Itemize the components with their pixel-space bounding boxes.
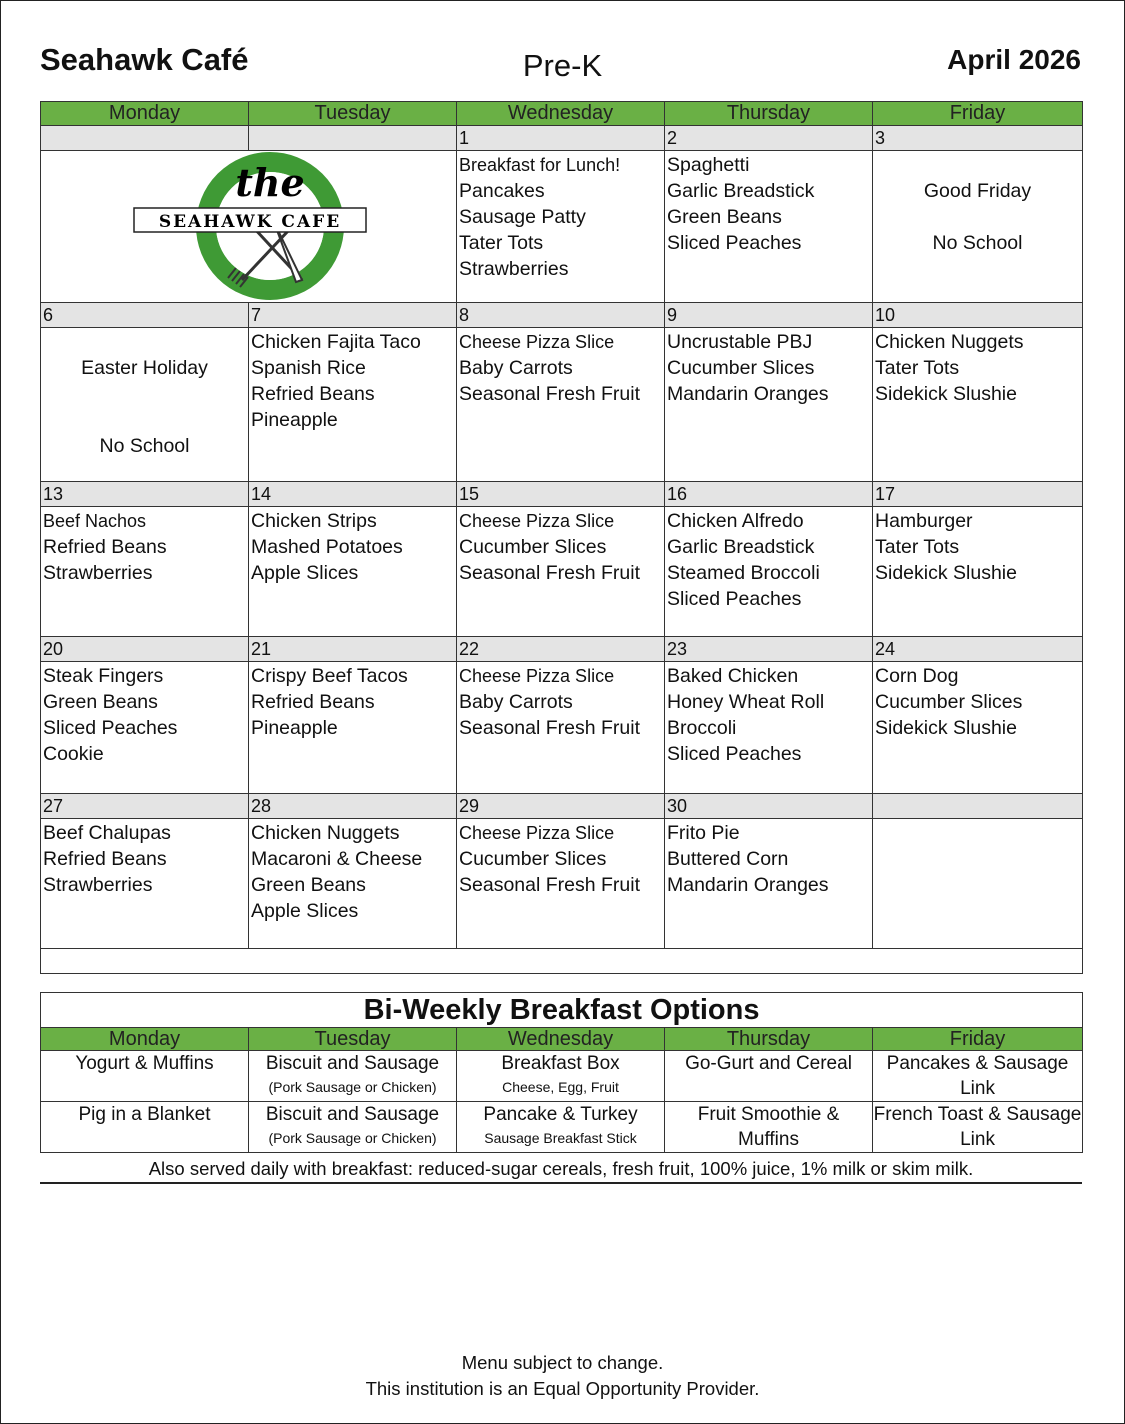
menu-cell xyxy=(665,819,873,949)
date-number: 3 xyxy=(873,126,1083,151)
date-number: 27 xyxy=(41,794,249,819)
seahawk-cafe-logo xyxy=(124,152,374,302)
menu-note: Easter Holiday xyxy=(81,357,208,379)
date-number: 21 xyxy=(249,637,457,662)
footer-change-note: Menu subject to change. xyxy=(461,1352,664,1373)
menu-item: Buttered Corn xyxy=(667,848,789,870)
menu-item: Honey Wheat Roll xyxy=(667,691,825,713)
breakfast-weekday-tuesday: Tuesday xyxy=(249,1028,457,1051)
menu-item: Tater Tots xyxy=(875,357,960,379)
breakfast-option xyxy=(41,1051,249,1102)
menu-item: Cheese Pizza Slice xyxy=(459,332,615,352)
spacer-cell xyxy=(41,949,1083,974)
menu-item: Pancakes xyxy=(459,180,545,202)
menu-item: Baby Carrots xyxy=(459,691,573,713)
breakfast-option-name: Yogurt & Muffins xyxy=(75,1053,214,1074)
menu-item: Spaghetti xyxy=(667,154,750,176)
date-number: 10 xyxy=(873,303,1083,328)
logo-text-the: the xyxy=(234,160,305,205)
menu-item: Mandarin Oranges xyxy=(667,383,829,405)
menu-item: Sliced Peaches xyxy=(667,232,802,254)
breakfast-option xyxy=(457,1102,665,1153)
date-number: 1 xyxy=(457,126,665,151)
menu-item: Baked Chicken xyxy=(667,665,799,687)
breakfast-option xyxy=(665,1051,873,1102)
menu-item: Corn Dog xyxy=(875,665,959,687)
menu-item: Refried Beans xyxy=(43,536,167,558)
menu-note xyxy=(43,407,246,433)
breakfast-weekday-wednesday: Wednesday xyxy=(457,1028,665,1051)
menu-cell xyxy=(457,507,665,637)
date-number: 30 xyxy=(665,794,873,819)
menu-item: Steamed Broccoli xyxy=(667,562,820,584)
menu-item: Chicken Fajita Taco xyxy=(251,331,421,353)
menu-item: Sidekick Slushie xyxy=(875,383,1017,405)
menu-cell xyxy=(249,507,457,637)
date-number xyxy=(41,126,249,151)
spacer-row xyxy=(41,949,1083,974)
date-number: 20 xyxy=(41,637,249,662)
menu-item: Sidekick Slushie xyxy=(875,717,1017,739)
menu-cell xyxy=(873,151,1083,303)
daily-breakfast-note: Also served daily with breakfast: reduced-sugar cereals, fresh fruit, 100% juice, 1% milk or skim milk. xyxy=(40,1158,1082,1184)
breakfast-option xyxy=(41,1102,249,1153)
breakfast-weekday-thursday: Thursday xyxy=(665,1028,873,1051)
breakfast-option-detail: Cheese, Egg, Fruit xyxy=(502,1079,619,1095)
menu-note: No School xyxy=(99,435,190,457)
menu-cell xyxy=(457,819,665,949)
menu-item: Apple Slices xyxy=(251,562,359,584)
menu-cell xyxy=(457,151,665,303)
menu-item: Tater Tots xyxy=(875,536,960,558)
menu-cell xyxy=(665,507,873,637)
menu-cell xyxy=(665,328,873,482)
breakfast-row-1 xyxy=(41,1051,1083,1102)
menu-item: Cucumber Slices xyxy=(667,357,815,379)
menu-cell xyxy=(665,151,873,303)
menu-item: Broccoli xyxy=(667,717,737,739)
menu-note xyxy=(43,381,246,407)
menu-item: Crispy Beef Tacos xyxy=(251,665,408,687)
menu-cell xyxy=(41,328,249,482)
menu-item: Pineapple xyxy=(251,409,338,431)
date-number: 8 xyxy=(457,303,665,328)
menu-item: Strawberries xyxy=(43,874,153,896)
date-number: 17 xyxy=(873,482,1083,507)
menu-item: Cucumber Slices xyxy=(875,691,1023,713)
menu-item: Sliced Peaches xyxy=(43,717,178,739)
week-3-date-row xyxy=(41,482,1083,507)
menu-note xyxy=(43,329,246,355)
breakfast-option-detail: (Pork Sausage or Chicken) xyxy=(268,1130,437,1146)
menu-cell xyxy=(873,328,1083,482)
menu-item: Refried Beans xyxy=(43,848,167,870)
menu-item: Cucumber Slices xyxy=(459,536,607,558)
menu-item: Seasonal Fresh Fruit xyxy=(459,717,640,739)
menu-item: Garlic Breadstick xyxy=(667,180,815,202)
breakfast-option xyxy=(457,1051,665,1102)
menu-cell xyxy=(873,662,1083,794)
week-1-menu-row xyxy=(41,151,1083,303)
menu-item: Cheese Pizza Slice xyxy=(459,666,615,686)
menu-item: Garlic Breadstick xyxy=(667,536,815,558)
menu-item: Breakfast for Lunch! xyxy=(459,155,621,175)
menu-cell xyxy=(873,507,1083,637)
week-4-menu-row xyxy=(41,662,1083,794)
breakfast-option-name: Pig in a Blanket xyxy=(78,1104,211,1125)
breakfast-option xyxy=(249,1051,457,1102)
school-title: Seahawk Café xyxy=(40,42,249,77)
menu-cell xyxy=(457,328,665,482)
footer xyxy=(0,1350,1125,1402)
menu-item: Spanish Rice xyxy=(251,357,366,379)
menu-item: Mashed Potatoes xyxy=(251,536,403,558)
weekday-tuesday: Tuesday xyxy=(249,102,457,126)
weekday-monday: Monday xyxy=(41,102,249,126)
grade-title: Pre-K xyxy=(522,48,603,83)
week-5-date-row xyxy=(41,794,1083,819)
breakfast-option xyxy=(249,1102,457,1153)
menu-cell xyxy=(249,819,457,949)
menu-item: Chicken Strips xyxy=(251,510,377,532)
menu-cell xyxy=(249,662,457,794)
breakfast-title: Bi-Weekly Breakfast Options xyxy=(41,993,1083,1028)
menu-item: Tater Tots xyxy=(459,232,544,254)
menu-item: Steak Fingers xyxy=(43,665,164,687)
menu-item: Seasonal Fresh Fruit xyxy=(459,562,640,584)
footer-equal-opportunity: This institution is an Equal Opportunity Provider. xyxy=(365,1378,760,1399)
breakfast-option-name: Biscuit and Sausage xyxy=(265,1053,440,1074)
menu-item: Mandarin Oranges xyxy=(667,874,829,896)
breakfast-weekday-friday: Friday xyxy=(873,1028,1083,1051)
date-number: 22 xyxy=(457,637,665,662)
menu-item: Strawberries xyxy=(459,258,569,280)
breakfast-option-detail: Sausage Breakfast Stick xyxy=(484,1130,637,1146)
logo-cell xyxy=(41,151,457,303)
date-number: 28 xyxy=(249,794,457,819)
menu-item: Uncrustable PBJ xyxy=(667,331,813,353)
menu-item: Pineapple xyxy=(251,717,338,739)
date-number: 2 xyxy=(665,126,873,151)
breakfast-option-name: Pancakes & Sausage Link xyxy=(886,1053,1069,1099)
week-1-date-row xyxy=(41,126,1083,151)
menu-item: Refried Beans xyxy=(251,691,375,713)
breakfast-option-name: French Toast & Sausage Link xyxy=(873,1104,1082,1150)
breakfast-options-table xyxy=(40,992,1083,1153)
weekday-friday: Friday xyxy=(873,102,1083,126)
menu-item: Sliced Peaches xyxy=(667,743,802,765)
menu-item: Sliced Peaches xyxy=(667,588,802,610)
menu-item: Apple Slices xyxy=(251,900,359,922)
date-number: 13 xyxy=(41,482,249,507)
date-number: 7 xyxy=(249,303,457,328)
lunch-calendar xyxy=(40,101,1083,974)
menu-item: Sidekick Slushie xyxy=(875,562,1017,584)
week-5-menu-row xyxy=(41,819,1083,949)
menu-item: Beef Nachos xyxy=(43,511,147,531)
menu-cell xyxy=(41,507,249,637)
breakfast-option-detail: (Pork Sausage or Chicken) xyxy=(268,1079,437,1095)
date-number xyxy=(873,794,1083,819)
menu-item: Strawberries xyxy=(43,562,153,584)
breakfast-option-name: Fruit Smoothie & Muffins xyxy=(697,1104,840,1150)
breakfast-option xyxy=(873,1051,1083,1102)
week-2-menu-row xyxy=(41,328,1083,482)
menu-cell xyxy=(41,819,249,949)
menu-item: Chicken Nuggets xyxy=(875,331,1024,353)
menu-item: Seasonal Fresh Fruit xyxy=(459,874,640,896)
date-number: 29 xyxy=(457,794,665,819)
date-number: 16 xyxy=(665,482,873,507)
breakfast-option-name: Go-Gurt and Cereal xyxy=(685,1053,852,1074)
menu-cell xyxy=(249,328,457,482)
week-3-menu-row xyxy=(41,507,1083,637)
date-number: 15 xyxy=(457,482,665,507)
menu-item: Hamburger xyxy=(875,510,973,532)
menu-item: Seasonal Fresh Fruit xyxy=(459,383,640,405)
date-number: 14 xyxy=(249,482,457,507)
breakfast-option-name: Breakfast Box xyxy=(501,1053,620,1074)
menu-item: Beef Chalupas xyxy=(43,822,171,844)
date-number: 24 xyxy=(873,637,1083,662)
menu-item: Chicken Alfredo xyxy=(667,510,804,532)
breakfast-option-name: Biscuit and Sausage xyxy=(265,1104,440,1125)
month-title: April 2026 xyxy=(947,44,1081,75)
menu-item: Green Beans xyxy=(43,691,158,713)
weekday-wednesday: Wednesday xyxy=(457,102,665,126)
date-number xyxy=(249,126,457,151)
menu-note xyxy=(875,204,1080,230)
breakfast-option xyxy=(665,1102,873,1153)
menu-item: Refried Beans xyxy=(251,383,375,405)
weekday-thursday: Thursday xyxy=(665,102,873,126)
menu-item: Macaroni & Cheese xyxy=(251,848,423,870)
logo-container xyxy=(43,152,454,302)
week-4-date-row xyxy=(41,637,1083,662)
menu-item: Cheese Pizza Slice xyxy=(459,823,615,843)
week-2-date-row xyxy=(41,303,1083,328)
date-number: 6 xyxy=(41,303,249,328)
breakfast-option xyxy=(873,1102,1083,1153)
menu-item: Cookie xyxy=(43,743,104,765)
menu-item: Green Beans xyxy=(667,206,782,228)
breakfast-weekday-monday: Monday xyxy=(41,1028,249,1051)
menu-item: Cucumber Slices xyxy=(459,848,607,870)
breakfast-row-2 xyxy=(41,1102,1083,1153)
menu-note: Good Friday xyxy=(923,180,1032,202)
breakfast-option-name: Pancake & Turkey xyxy=(483,1104,638,1125)
menu-item: Sausage Patty xyxy=(459,206,586,228)
date-number: 23 xyxy=(665,637,873,662)
date-number: 9 xyxy=(665,303,873,328)
menu-cell xyxy=(873,819,1083,949)
menu-cell xyxy=(457,662,665,794)
menu-item: Baby Carrots xyxy=(459,357,573,379)
weekday-header-row xyxy=(41,102,1083,126)
menu-cell xyxy=(665,662,873,794)
menu-cell xyxy=(41,662,249,794)
menu-item: Green Beans xyxy=(251,874,366,896)
menu-item: Chicken Nuggets xyxy=(251,822,400,844)
menu-note xyxy=(875,152,1080,178)
menu-item: Cheese Pizza Slice xyxy=(459,511,615,531)
menu-item: Frito Pie xyxy=(667,822,740,844)
menu-note: No School xyxy=(932,232,1023,254)
logo-text-seahawk-cafe: SEAHAWK CAFE xyxy=(158,212,341,232)
